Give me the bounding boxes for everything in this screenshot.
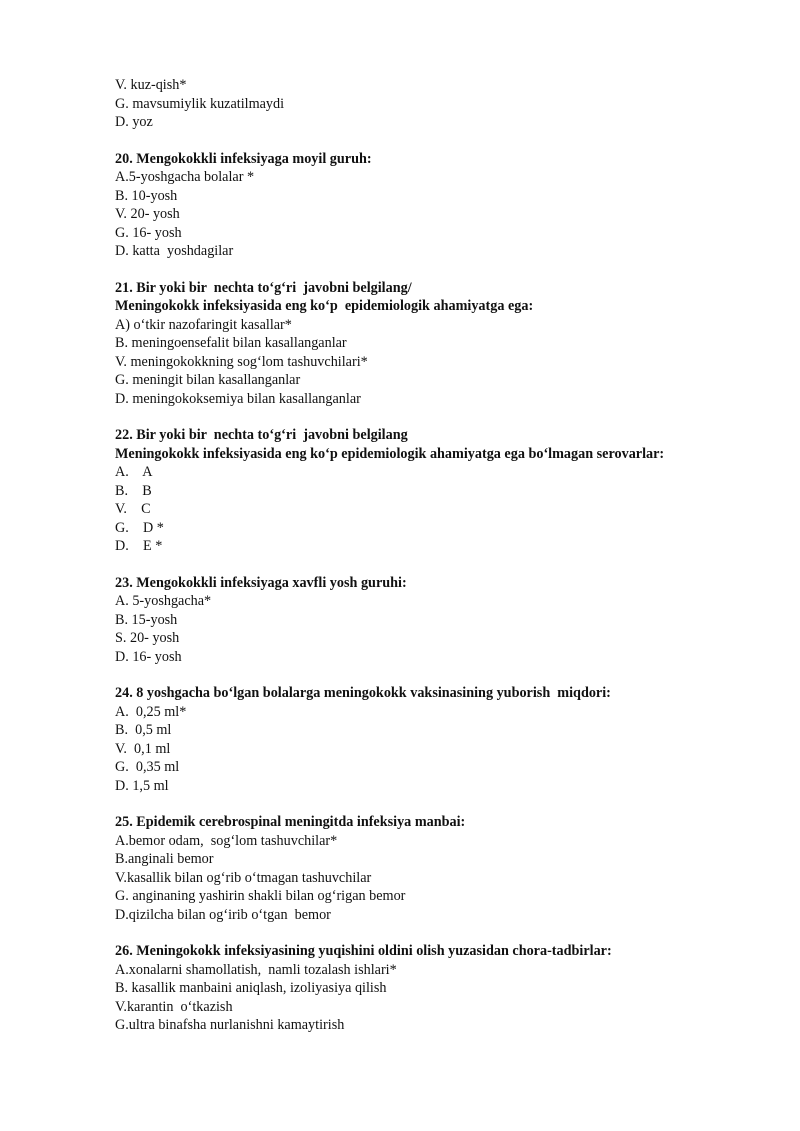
question-title: Meningokokk infeksiyasida eng ko‘p epidemiologik ahamiyatga ega bo‘lmagan serovarlar: xyxy=(115,445,665,462)
option-line: A.xonalarni shamollatish, namli tozalash ishlari* xyxy=(115,961,397,978)
option-line: D. 1,5 ml xyxy=(115,777,169,794)
question-25 xyxy=(115,813,785,924)
option-line: A.5-yoshgacha bolalar * xyxy=(115,169,255,185)
option-line: V.karantin o‘tkazish xyxy=(115,998,233,1015)
document-page xyxy=(115,76,785,1053)
question-22 xyxy=(115,426,785,556)
option-line: A. 0,25 ml* xyxy=(115,703,187,720)
option-line: G. D * xyxy=(115,519,164,536)
continued-options xyxy=(115,76,785,132)
option-line: B. 0,5 ml xyxy=(115,722,172,738)
option-line: G. anginaning yashirin shakli bilan og‘rigan bemor xyxy=(115,888,406,904)
option-line: B. meningoensefalit bilan kasallanganlar xyxy=(115,335,347,351)
option-line: D. E * xyxy=(115,538,163,554)
option-line: G. meningit bilan kasallanganlar xyxy=(115,372,301,388)
question-21 xyxy=(115,279,785,409)
answer-options xyxy=(115,463,785,556)
question-26 xyxy=(115,942,785,1035)
option-line: B. 10-yosh xyxy=(115,187,178,204)
answer-options xyxy=(115,703,785,796)
option-line: D.qizilcha bilan og‘irib o‘tgan bemor xyxy=(115,906,331,923)
option-line: A.bemor odam, sog‘lom tashuvchilar* xyxy=(115,832,338,849)
option-line: V. 20- yosh xyxy=(115,206,180,222)
option-line: V. C xyxy=(115,501,151,517)
option-line: V. meningokokkning sog‘lom tashuvchilari* xyxy=(115,353,368,370)
option-line: B.anginali bemor xyxy=(115,851,214,867)
question-title: 22. Bir yoki bir nechta to‘g‘ri javobni belgilang xyxy=(115,427,408,443)
question-title: 24. 8 yoshgacha bo‘lgan bolalarga meningokokk vaksinasining yuborish miqdori: xyxy=(115,685,611,701)
option-line: V. kuz-qish* xyxy=(115,77,187,93)
option-line: A. A xyxy=(115,464,153,480)
option-line: D. meningokoksemiya bilan kasallanganlar xyxy=(115,390,361,407)
answer-options xyxy=(115,961,785,1035)
question-title: 25. Epidemik cerebrospinal meningitda infeksiya manbai: xyxy=(115,814,466,830)
option-line: D. yoz xyxy=(115,114,153,130)
option-line: B. 15-yosh xyxy=(115,611,178,628)
question-title: Meningokokk infeksiyasida eng ko‘p epidemiologik ahamiyatga ega: xyxy=(115,298,534,314)
answer-options xyxy=(115,168,785,261)
option-line: G. mavsumiylik kuzatilmaydi xyxy=(115,95,285,112)
option-line: V. 0,1 ml xyxy=(115,740,171,757)
option-line: B. kasallik manbaini aniqlash, izoliyasiya qilish xyxy=(115,980,387,996)
option-line: V.kasallik bilan og‘rib o‘tmagan tashuvchilar xyxy=(115,869,372,886)
option-line: G.ultra binafsha nurlanishni kamaytirish xyxy=(115,1017,345,1033)
option-line: G. 0,35 ml xyxy=(115,759,180,775)
question-24 xyxy=(115,684,785,795)
option-line: S. 20- yosh xyxy=(115,630,180,646)
question-title: 20. Mengokokkli infeksiyaga moyil guruh: xyxy=(115,150,372,167)
option-line: A) o‘tkir nazofaringit kasallar* xyxy=(115,316,292,333)
option-line: B. B xyxy=(115,482,152,499)
option-line: G. 16- yosh xyxy=(115,224,182,241)
question-title: 23. Mengokokkli infeksiyaga xavfli yosh guruhi: xyxy=(115,574,407,591)
option-line: D. katta yoshdagilar xyxy=(115,243,234,259)
question-23 xyxy=(115,574,785,667)
answer-options xyxy=(115,316,785,409)
option-line: D. 16- yosh xyxy=(115,648,182,665)
answer-options xyxy=(115,592,785,666)
question-20 xyxy=(115,150,785,261)
answer-options xyxy=(115,832,785,925)
question-title: 21. Bir yoki bir nechta to‘g‘ri javobni belgilang/ xyxy=(115,279,412,296)
option-line: A. 5-yoshgacha* xyxy=(115,593,212,609)
question-title: 26. Meningokokk infeksiyasining yuqishini oldini olish yuzasidan chora-tadbirlar: xyxy=(115,943,612,959)
